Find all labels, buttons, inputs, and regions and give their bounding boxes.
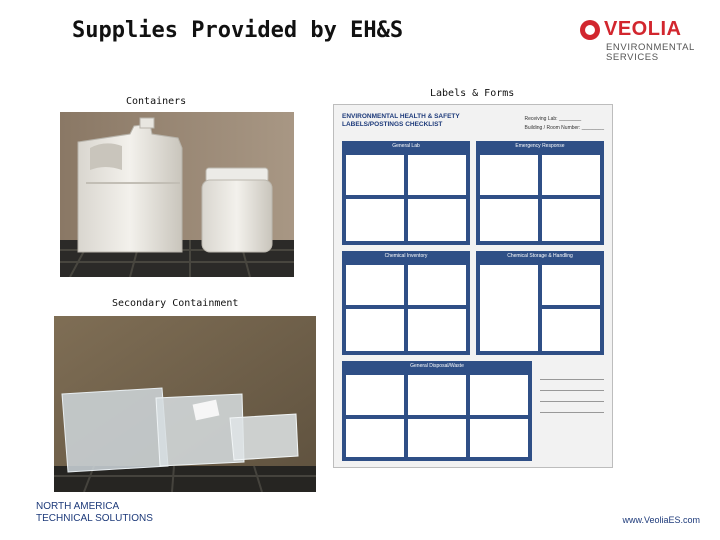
footer-website-link[interactable]: www.VeoliaES.com bbox=[622, 515, 700, 525]
label-thumbnail bbox=[346, 199, 404, 241]
building-room-field: Building / Room Number: ________ bbox=[524, 125, 604, 131]
labels-postings-checklist bbox=[333, 104, 613, 468]
panel-general-lab-title: General Lab bbox=[392, 143, 420, 149]
footer-org-line-2: TECHNICAL SOLUTIONS bbox=[36, 513, 153, 524]
logo-brand: VEOLIA bbox=[604, 18, 682, 40]
footer-org-line-1: NORTH AMERICA bbox=[36, 501, 120, 512]
containers-photo-image bbox=[60, 112, 294, 277]
request-notes-area bbox=[540, 365, 604, 457]
logo-tagline-1: ENVIRONMENTAL bbox=[606, 42, 695, 53]
checklist-heading-line-1: ENVIRONMENTAL HEALTH & SAFETY bbox=[342, 113, 460, 120]
panel-general-disposal bbox=[342, 361, 532, 461]
footer-organization bbox=[36, 501, 153, 525]
label-thumbnail bbox=[346, 309, 404, 351]
label-thumbnail bbox=[542, 309, 600, 351]
label-thumbnail bbox=[480, 199, 538, 241]
label-thumbnail bbox=[408, 155, 466, 195]
panel-chemical-inventory bbox=[342, 251, 470, 355]
receiving-lab-field: Receiving Lab: ________ bbox=[524, 116, 582, 122]
label-thumbnail bbox=[346, 265, 404, 305]
label-thumbnail bbox=[346, 155, 404, 195]
label-thumbnail bbox=[542, 155, 600, 195]
label-thumbnail bbox=[408, 375, 466, 415]
secondary-containment-label: Secondary Containment bbox=[112, 298, 239, 309]
secondary-containment-photo bbox=[54, 316, 316, 492]
label-thumbnail bbox=[408, 419, 466, 457]
label-thumbnail bbox=[542, 265, 600, 305]
panel-emergency-title: Emergency Response bbox=[515, 143, 565, 149]
panel-general-lab bbox=[342, 141, 470, 245]
panel-emergency bbox=[476, 141, 604, 245]
containers-photo bbox=[60, 112, 294, 277]
panel-general-disposal-title: General Disposal/Waste bbox=[410, 363, 464, 369]
panel-chemical-inventory-title: Chemical Inventory bbox=[384, 253, 428, 259]
label-thumbnail bbox=[408, 265, 466, 305]
labels-forms-label: Labels & Forms bbox=[430, 88, 515, 99]
label-thumbnail bbox=[470, 375, 528, 415]
label-thumbnail bbox=[470, 419, 528, 457]
label-thumbnail bbox=[408, 199, 466, 241]
room-info bbox=[525, 115, 605, 133]
veolia-logo bbox=[574, 14, 714, 66]
checklist-heading-line-2: LABELS/POSTINGS CHECKLIST bbox=[342, 121, 443, 128]
panel-chemical-storage bbox=[476, 251, 604, 355]
page-title: Supplies Provided by EH&S bbox=[72, 18, 404, 43]
label-thumbnail bbox=[480, 265, 538, 351]
label-thumbnail bbox=[408, 309, 466, 351]
panel-chemical-storage-title: Chemical Storage & Handling bbox=[507, 253, 573, 259]
label-thumbnail bbox=[542, 199, 600, 241]
secondary-containment-photo-image bbox=[54, 316, 316, 492]
containers-label: Containers bbox=[126, 96, 187, 107]
label-thumbnail bbox=[346, 375, 404, 415]
veolia-logo-icon bbox=[580, 20, 600, 40]
logo-tagline-2: SERVICES bbox=[606, 52, 659, 63]
label-thumbnail bbox=[480, 155, 538, 195]
checklist-heading bbox=[342, 113, 460, 129]
label-thumbnail bbox=[346, 419, 404, 457]
